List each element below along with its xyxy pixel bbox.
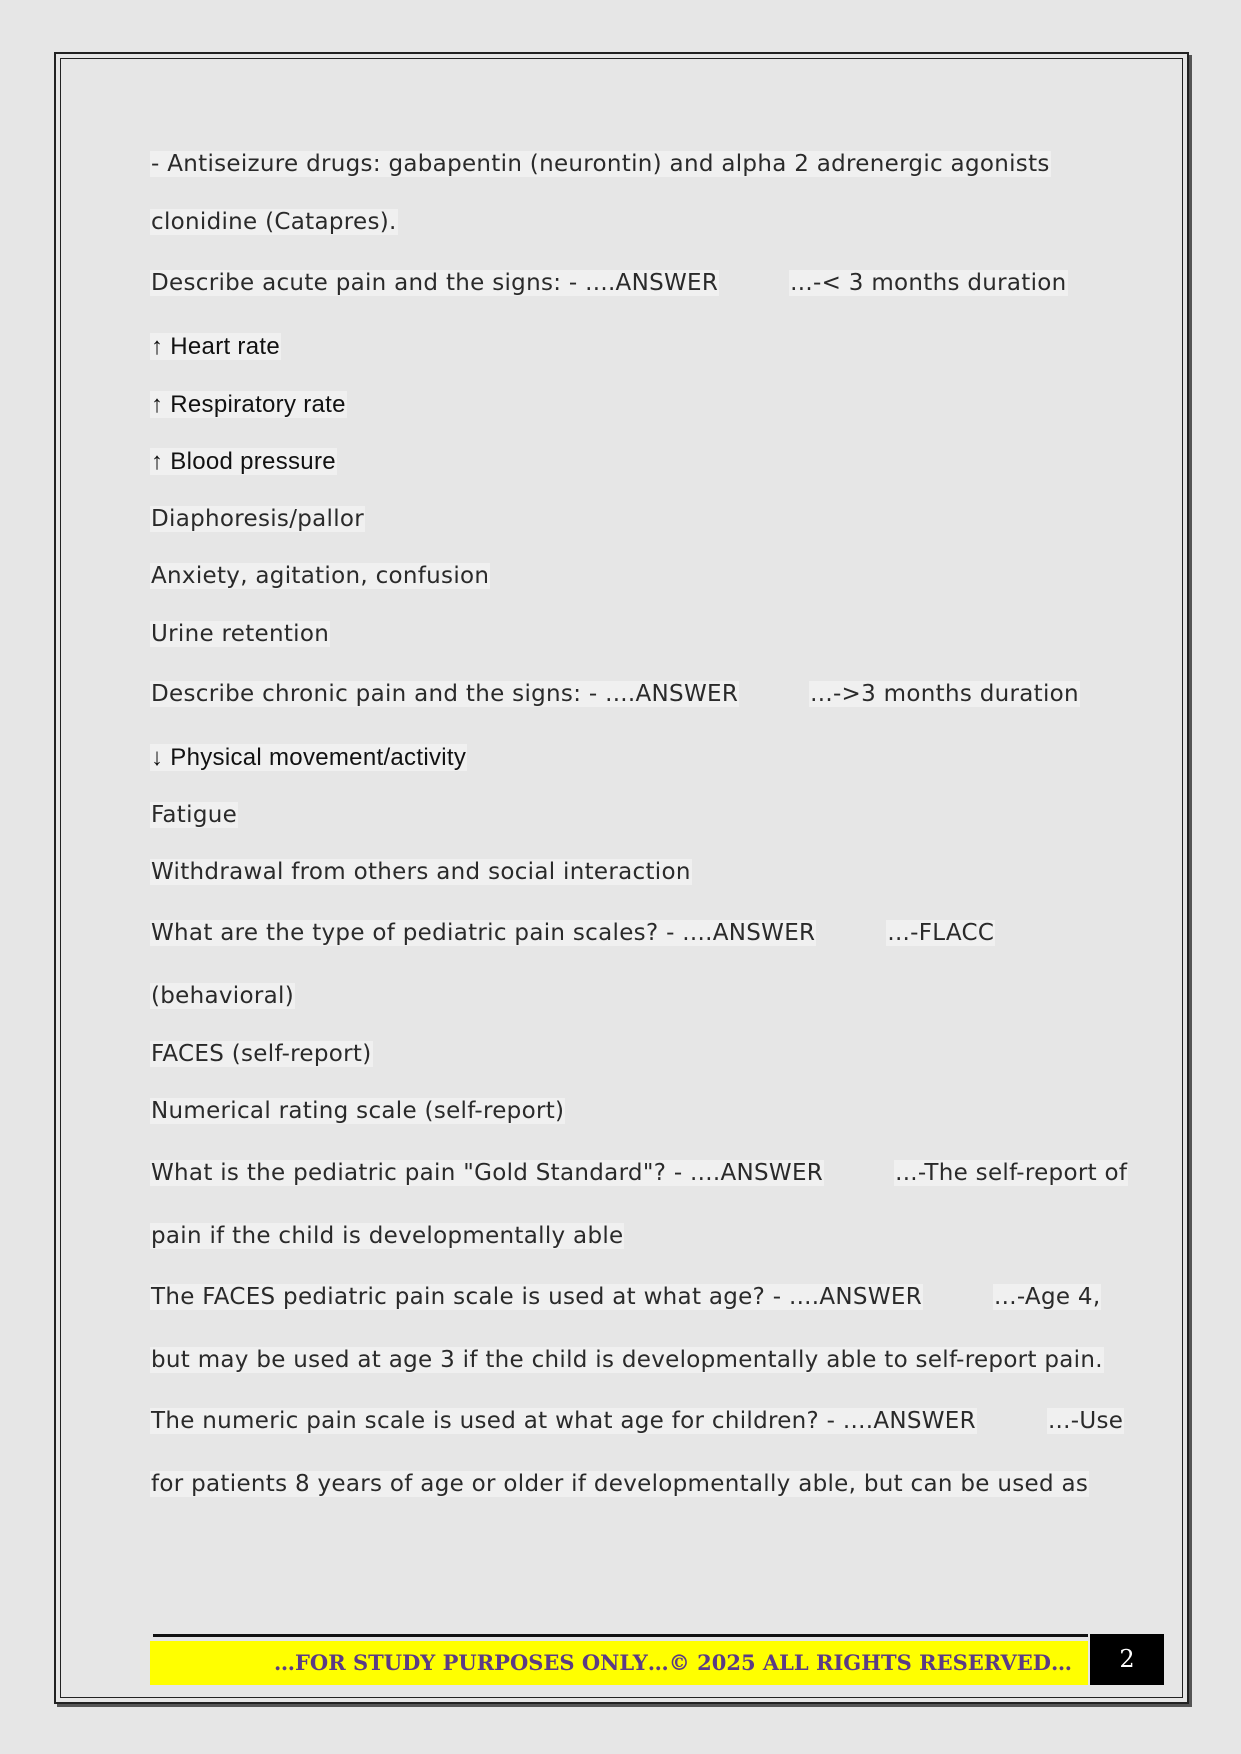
footer-banner: …FOR STUDY PURPOSES ONLY…© 2025 ALL RIGHTS RESERVED… bbox=[150, 1641, 1088, 1685]
text-line: ↓ Physical movement/activity bbox=[151, 744, 467, 771]
text-line: ↑ Heart rate bbox=[151, 333, 280, 360]
answer-text: ...-< 3 months duration bbox=[790, 270, 1067, 296]
text-line: Anxiety, agitation, confusion bbox=[151, 563, 490, 589]
page-number: 2 bbox=[1090, 1634, 1164, 1685]
question-line: The FACES pediatric pain scale is used at what age? - ....ANSWER ...-Age 4, bbox=[151, 1284, 1101, 1310]
text-line: clonidine (Catapres). bbox=[151, 209, 397, 235]
answer-text: ...-Use bbox=[1047, 1408, 1124, 1434]
text-line: (behavioral) bbox=[151, 983, 294, 1009]
question-line: What is the pediatric pain "Gold Standard"? - ....ANSWER ...-The self-report of bbox=[151, 1160, 1128, 1186]
text-line: for patients 8 years of age or older if developmentally able, but can be used as bbox=[151, 1471, 1089, 1497]
answer-text: ...-The self-report of bbox=[895, 1160, 1128, 1186]
question-line: Describe chronic pain and the signs: - ....ANSWER ...->3 months duration bbox=[151, 681, 1079, 707]
footer-rule bbox=[153, 1634, 1088, 1637]
answer-text: ...-FLACC bbox=[887, 920, 995, 946]
text-line: FACES (self-report) bbox=[151, 1041, 372, 1067]
text-line: Urine retention bbox=[151, 621, 330, 647]
question-line: Describe acute pain and the signs: - ....ANSWER ...-< 3 months duration bbox=[151, 270, 1067, 296]
text-line: Fatigue bbox=[151, 802, 238, 828]
answer-text: ...->3 months duration bbox=[810, 681, 1079, 707]
text-line: ↑ Respiratory rate bbox=[151, 391, 346, 418]
text-line: pain if the child is developmentally able bbox=[151, 1223, 624, 1249]
text-line: but may be used at age 3 if the child is developmentally able to self-report pain. bbox=[151, 1347, 1103, 1373]
text-line: ↑ Blood pressure bbox=[151, 448, 336, 475]
question-line: What are the type of pediatric pain scales? - ....ANSWER ...-FLACC bbox=[151, 920, 995, 946]
question-line: The numeric pain scale is used at what age for children? - ....ANSWER ...-Use bbox=[151, 1408, 1124, 1434]
text-line: Diaphoresis/pallor bbox=[151, 506, 365, 532]
text-line: - Antiseizure drugs: gabapentin (neurontin) and alpha 2 adrenergic agonists bbox=[151, 151, 1050, 177]
text-line: Numerical rating scale (self-report) bbox=[151, 1098, 565, 1124]
answer-text: ...-Age 4, bbox=[994, 1284, 1101, 1310]
text-line: Withdrawal from others and social interaction bbox=[151, 859, 691, 885]
